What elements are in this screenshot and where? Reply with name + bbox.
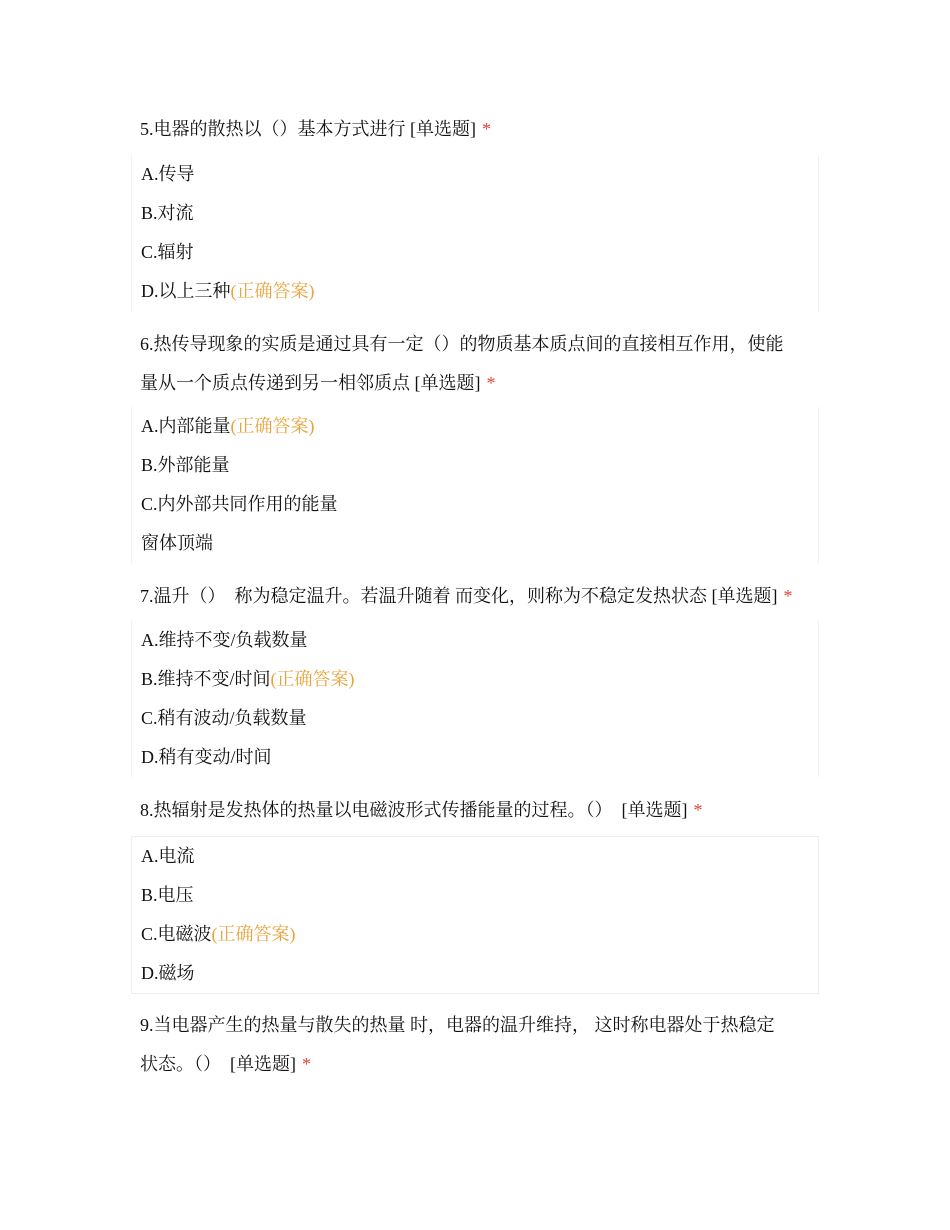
required-mark: * [482,119,491,139]
required-mark: * [486,373,496,393]
option-label: A.电流 [141,846,195,866]
option-a[interactable] [132,837,818,876]
option-label: C.稍有波动/负载数量 [141,708,307,728]
question-text: 7.温升（） 称为稳定温升。若温升随着 而变化，则称为不稳定发热状态 [单选题] [140,586,778,606]
option-b[interactable] [132,446,818,485]
question-text-line1: 6.热传导现象的实质是通过具有一定（）的物质基本质点间的直接相互作用，使能 [140,334,784,354]
option-b[interactable] [132,660,818,699]
options-group-6 [131,407,819,563]
option-label: A.维持不变/负载数量 [141,630,308,650]
option-a[interactable] [132,407,818,446]
option-d[interactable] [132,738,818,777]
option-c[interactable] [132,485,818,524]
question-title [140,1006,820,1045]
question-6 [140,325,820,403]
question-title [140,110,820,149]
option-a[interactable] [132,621,818,660]
question-8 [140,791,820,830]
correct-answer-tag: (正确答案) [211,924,296,944]
question-9 [140,1006,820,1084]
required-mark: * [783,586,793,606]
option-label: B.对流 [141,203,194,223]
question-text-line2: 量从一个质点传递到另一相邻质点 [单选题] [140,373,481,393]
option-label: B.电压 [141,885,194,905]
option-label: D.以上三种 [141,281,231,301]
option-label: B.外部能量 [141,455,230,475]
correct-answer-tag: (正确答案) [270,669,355,689]
question-7 [140,577,820,616]
correct-answer-tag: (正确答案) [230,416,315,436]
option-c[interactable] [132,233,818,272]
question-text-line1: 9.当电器产生的热量与散失的热量 时，电器的温升维持， 这时称电器处于热稳定 [140,1015,775,1035]
option-label: A.内部能量 [141,416,231,436]
option-label: C.内外部共同作用的能量 [141,494,338,514]
question-title [140,577,820,616]
option-a[interactable] [132,155,818,194]
correct-answer-tag: (正确答案) [230,281,315,301]
option-label: C.辐射 [141,242,194,262]
option-label: D.磁场 [141,963,195,983]
options-group-8 [131,836,819,994]
option-d[interactable] [132,954,818,993]
option-b[interactable] [132,194,818,233]
option-label: B.维持不变/时间 [141,669,271,689]
question-text-line2: 状态。（） [单选题] [140,1054,296,1074]
question-title [140,791,820,830]
option-label: D.稍有变动/时间 [141,747,272,767]
options-group-5 [131,155,819,311]
option-label: C.电磁波 [141,924,212,944]
option-b[interactable] [132,876,818,915]
option-label: 窗体顶端 [141,533,213,553]
option-d[interactable] [132,524,818,563]
option-c[interactable] [132,915,818,954]
question-title [140,325,820,364]
question-text: 8.热辐射是发热体的热量以电磁波形式传播能量的过程。（） [单选题] [140,800,688,820]
question-title-cont [140,364,820,403]
required-mark: * [693,800,703,820]
required-mark: * [302,1054,311,1074]
option-label: A.传导 [141,164,195,184]
question-5 [140,110,820,149]
question-text: 5.电器的散热以（）基本方式进行 [单选题] [140,119,476,139]
option-c[interactable] [132,699,818,738]
options-group-7 [131,621,819,777]
question-title-cont [140,1045,820,1084]
option-d[interactable] [132,272,818,311]
